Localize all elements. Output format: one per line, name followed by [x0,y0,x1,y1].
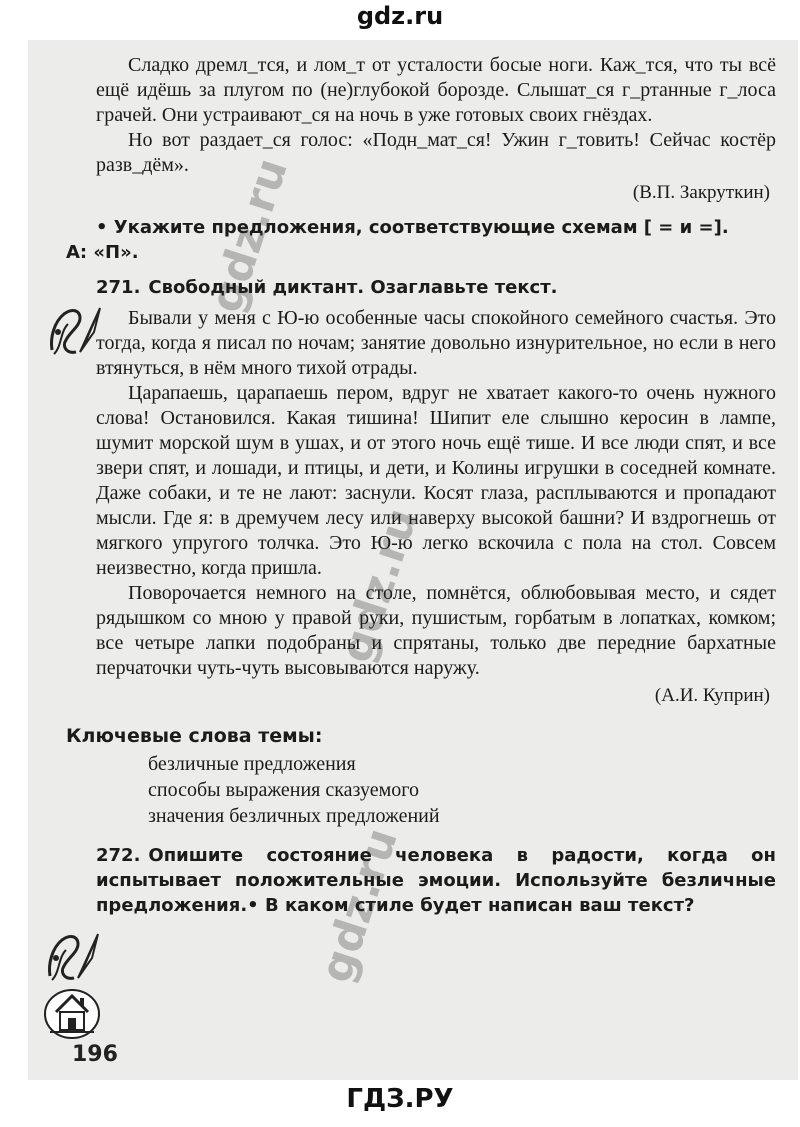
textbook-page [28,40,798,1080]
page-content [66,53,776,918]
header-watermark: gdz.ru [356,2,444,30]
author-attribution: (А.И. Куприн) [654,685,770,706]
page-number: 196 [72,1042,118,1067]
task-number: 272. [96,845,141,866]
paragraph: Поворочается немного на столе, помнётся, облюбовывая место, и сядет рядышком со мною у правой руки, пушистым, горбатым в лопатках, комком; все четыре лапки подобраны и спрятаны, только две передние бархатные перчаточки чуть-чуть высовываются наружу. [96,582,776,679]
writing-quill-icon [44,928,102,986]
author-attribution: (В.П. Закруткин) [632,182,770,203]
house-icon [42,982,100,1040]
task-hint: А: «П». [66,242,139,263]
paragraph: Бывали у меня с Ю-ю особенные часы спокойного семейного счастья. Это тогда, когда я писал по ночам; занятие довольно изнурительное, но если в него втянуться, в нём много тихой отрады. [96,307,776,379]
task-272 [96,843,776,918]
paragraph: Царапаешь, царапаешь пером, вдруг не хватает какого-то очень нужного слова! Остановился. Какая тишина! Шипит еле слышно керосин в лампе, шумит морской шум в ушах, и от этого ночь ещё тише. И все люди спят, и все звери спят, и лошади, и птицы, и дети, и Колины игрушки в соседней комнате. Даже собаки, и те не лают: заснули. Косят глаза, расплываются и пропадают мысли. Где я: в дремучем лесу или наверху высокой башни? И вздрогнешь от мягкого упругого толчка. Это Ю-ю легко вскочила с пола на стол. Совсем неизвестно, когда пришла. [96,382,776,579]
task-271-heading [96,275,776,300]
task-number: 271. [96,277,141,298]
overlay-watermark: gdz.ru [200,152,298,319]
overlay-watermark: gdz.ru [330,502,428,669]
keyword-item: способы выражения сказуемого [148,779,419,801]
paragraph: Но вот раздает_ся голос: «Подн_мат_ся! Ужин г_товить! Сейчас костёр разв_дём». [96,129,776,176]
keyword-item: значения безличных предложений [148,805,440,827]
keyword-item: безличные предложения [148,753,356,775]
paragraph: Сладко дремл_тся, и лом_т от усталости босые ноги. Каж_тся, что ты всё ещё идёшь за плугом по (не)глубокой борозде. Слышат_ся г_ртанные г_лоса грачей. Они устраивают_ся на ночь в уже готовых своих гнёздах. [96,54,776,126]
keywords-title: Ключевые слова темы: [66,725,323,747]
footer-watermark: ГДЗ.РУ [346,1084,454,1114]
overlay-watermark: gdz.ru [310,822,408,989]
task-title: Свободный диктант. Озаглавьте текст. [148,277,558,298]
task-text: Опишите состояние человека в радости, когда он испытывает положительные эмоции. Используйте безличные предложения.• В каком стиле будет написан ваш текст? [96,845,776,916]
task-instruction: • Укажите предложения, соответствующие схемам [ = и =]. [96,217,729,238]
